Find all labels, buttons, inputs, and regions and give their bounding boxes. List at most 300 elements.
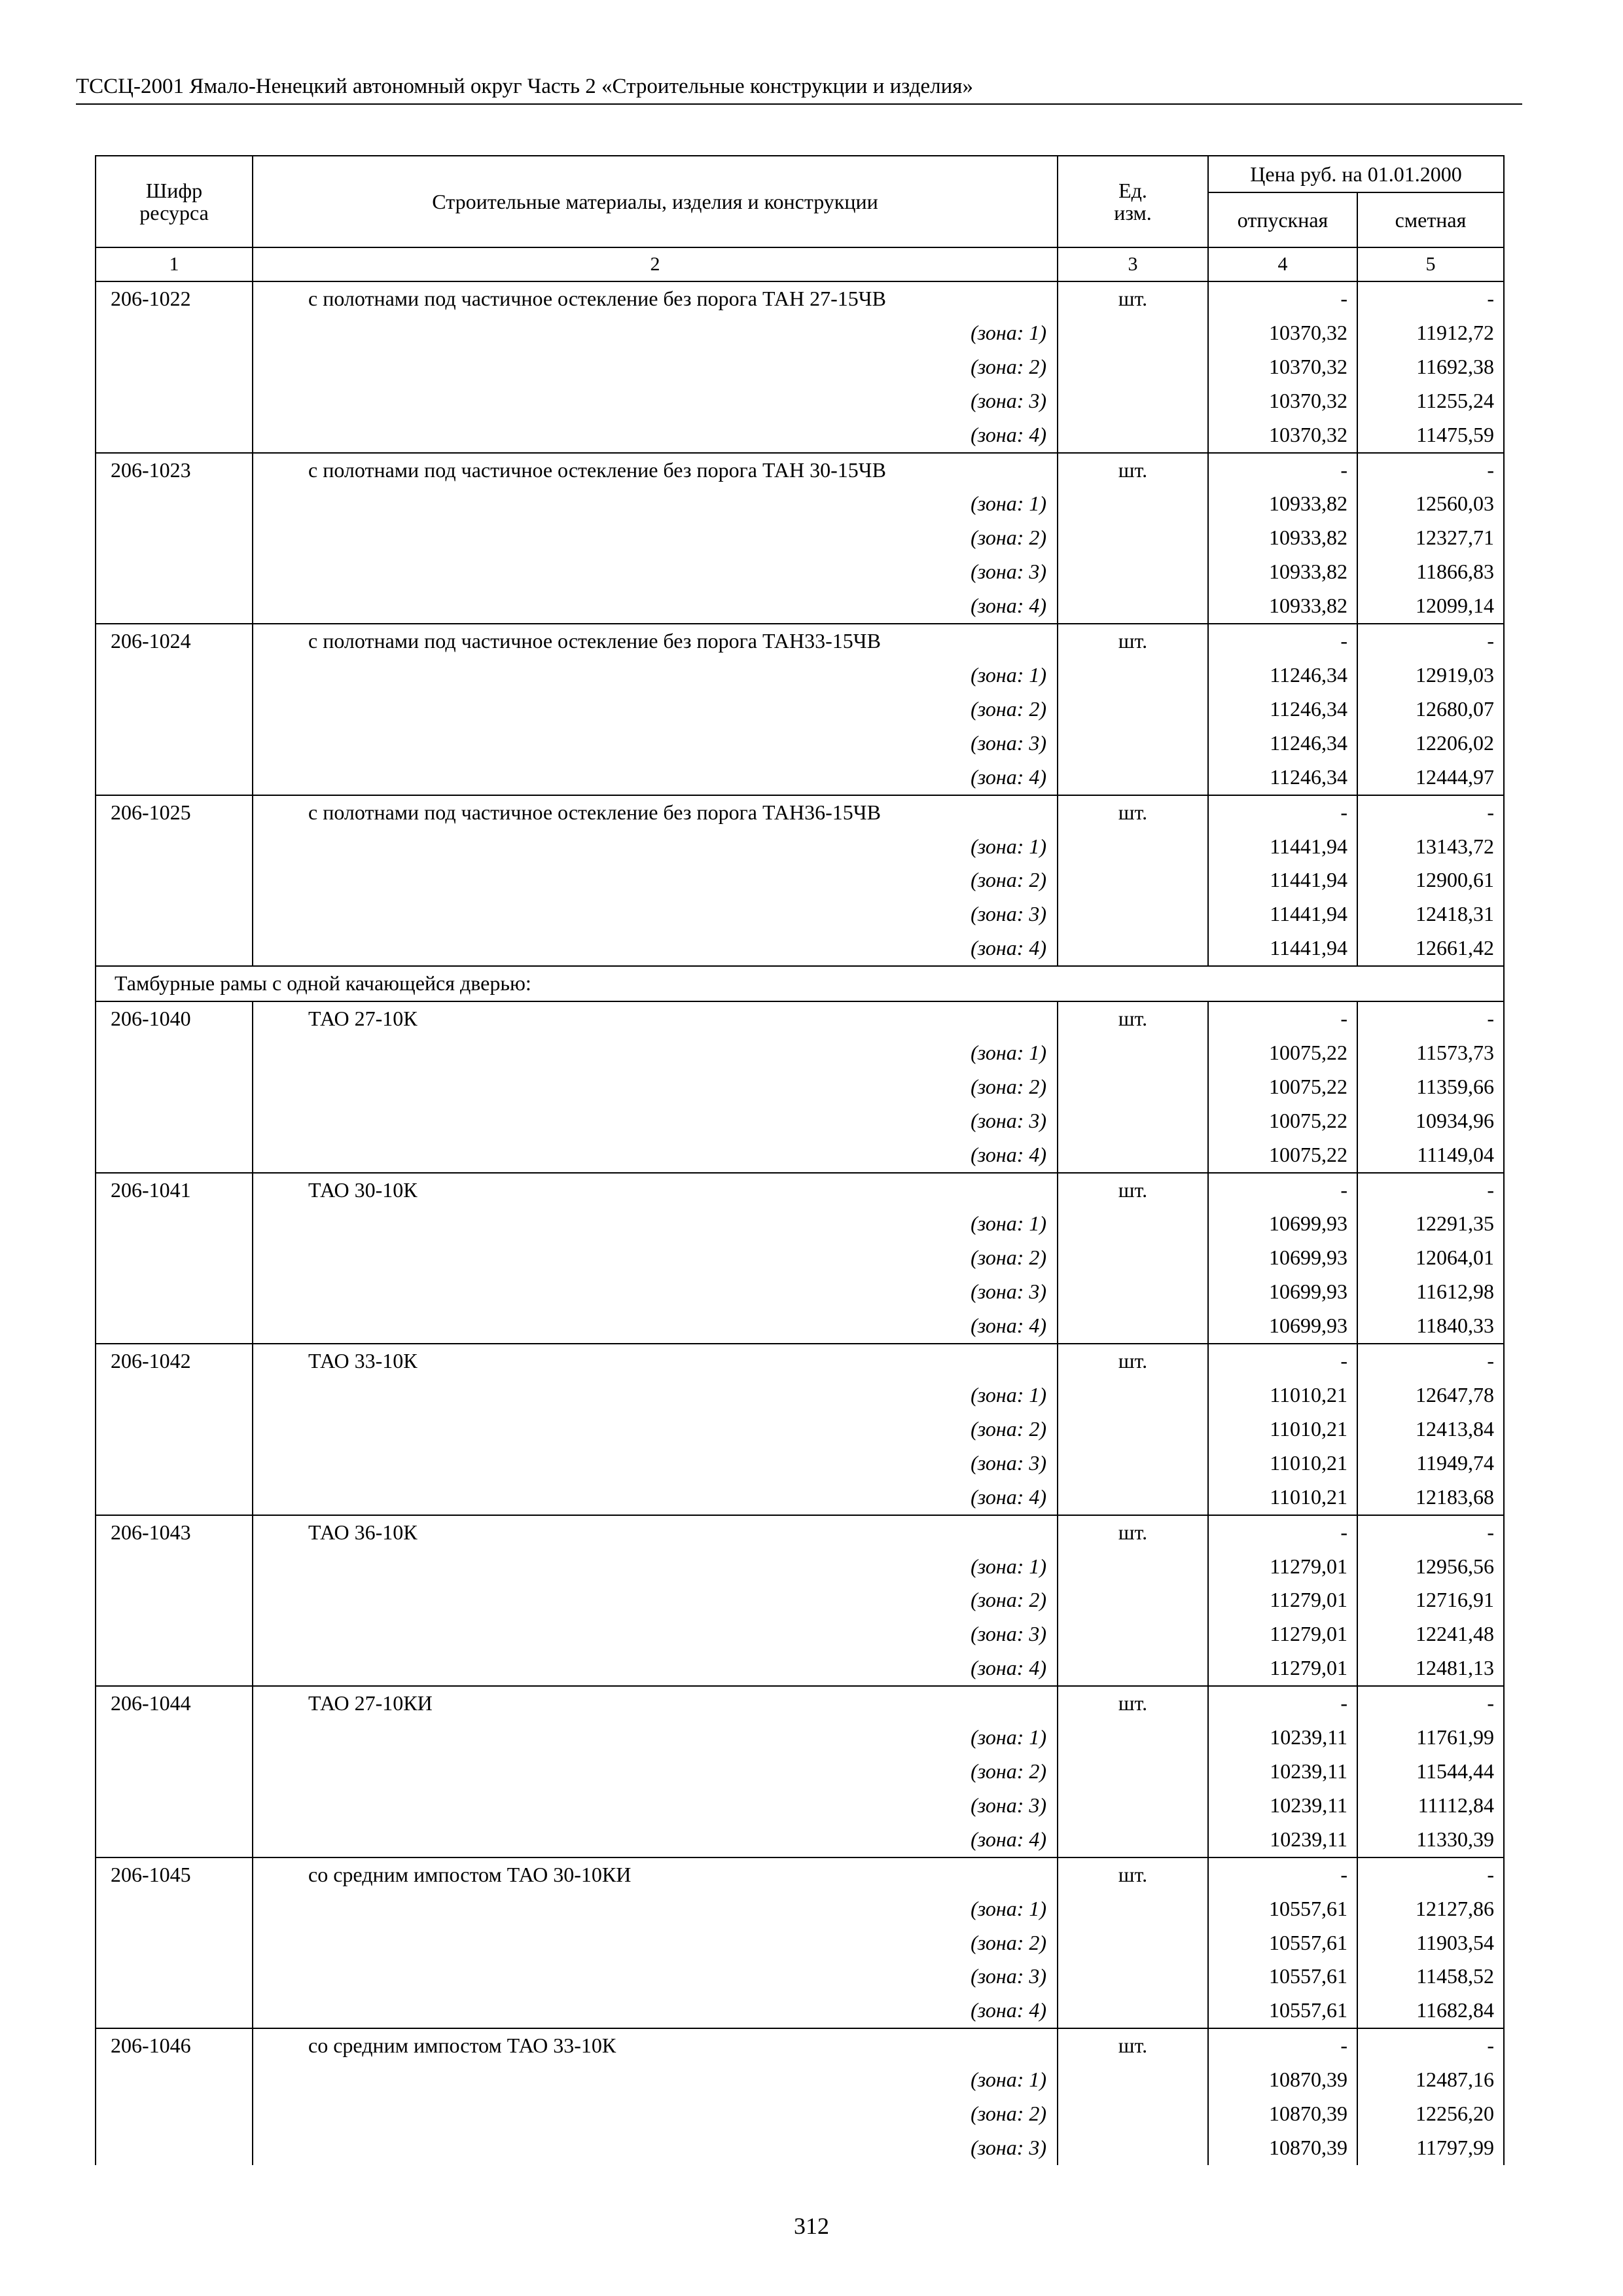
empty-unit-cell [1058, 1070, 1208, 1104]
zone-row [96, 1994, 1504, 2028]
zone-row [96, 1104, 1504, 1138]
empty-unit-cell [1058, 1241, 1208, 1275]
empty-code-cell [96, 555, 253, 589]
empty-unit-cell [1058, 1207, 1208, 1241]
zone-estimate-price: 12919,03 [1357, 658, 1504, 692]
estimate-price: - [1357, 624, 1504, 658]
unit: шт. [1058, 453, 1208, 488]
zone-label: (зона: 2) [253, 1583, 1058, 1617]
zone-row [96, 692, 1504, 726]
empty-unit-cell [1058, 555, 1208, 589]
empty-unit-cell [1058, 658, 1208, 692]
zone-row [96, 1480, 1504, 1515]
zone-label: (зона: 3) [253, 1789, 1058, 1823]
empty-unit-cell [1058, 487, 1208, 521]
empty-unit-cell [1058, 2063, 1208, 2097]
zone-estimate-price: 11255,24 [1357, 384, 1504, 418]
zone-row [96, 1036, 1504, 1070]
release-price: - [1208, 1515, 1357, 1550]
estimate-price: - [1357, 1001, 1504, 1036]
zone-label: (зона: 3) [253, 1446, 1058, 1480]
empty-code-cell [96, 1241, 253, 1275]
zone-row [96, 589, 1504, 624]
empty-code-cell [96, 1309, 253, 1344]
zone-release-price: 10699,93 [1208, 1207, 1357, 1241]
empty-code-cell [96, 1070, 253, 1104]
empty-code-cell [96, 1138, 253, 1173]
unit: шт. [1058, 1344, 1208, 1378]
material-name: ТАО 27-10КИ [253, 1686, 1058, 1721]
zone-estimate-price: 11475,59 [1357, 418, 1504, 453]
empty-code-cell [96, 1583, 253, 1617]
zone-row [96, 487, 1504, 521]
zone-release-price: 10370,32 [1208, 316, 1357, 350]
zone-label: (зона: 1) [253, 2063, 1058, 2097]
zone-release-price: 11246,34 [1208, 658, 1357, 692]
zone-row [96, 830, 1504, 864]
zone-release-price: 10699,93 [1208, 1241, 1357, 1275]
empty-code-cell [96, 2097, 253, 2131]
material-name: с полотнами под частичное остекление без порога ТАН36-15ЧВ [253, 795, 1058, 830]
zone-release-price: 10075,22 [1208, 1070, 1357, 1104]
zone-label: (зона: 1) [253, 658, 1058, 692]
resource-code: 206-1043 [96, 1515, 253, 1550]
page-number: 312 [794, 2213, 829, 2239]
empty-code-cell [96, 589, 253, 624]
table-row [96, 1686, 1504, 1721]
zone-label: (зона: 4) [253, 1309, 1058, 1344]
empty-code-cell [96, 830, 253, 864]
zone-label: (зона: 3) [253, 726, 1058, 761]
table-row [96, 1857, 1504, 1892]
zone-row [96, 1926, 1504, 1960]
zone-estimate-price: 10934,96 [1357, 1104, 1504, 1138]
zone-release-price: 11246,34 [1208, 761, 1357, 795]
empty-unit-cell [1058, 1412, 1208, 1446]
zone-estimate-price: 12291,35 [1357, 1207, 1504, 1241]
zone-estimate-price: 12256,20 [1357, 2097, 1504, 2131]
empty-unit-cell [1058, 1789, 1208, 1823]
unit: шт. [1058, 2028, 1208, 2063]
zone-release-price: 10239,11 [1208, 1721, 1357, 1755]
empty-code-cell [96, 1104, 253, 1138]
zone-release-price: 10933,82 [1208, 487, 1357, 521]
empty-unit-cell [1058, 521, 1208, 555]
zone-estimate-price: 11112,84 [1357, 1789, 1504, 1823]
zone-release-price: 10933,82 [1208, 555, 1357, 589]
zone-row [96, 1070, 1504, 1104]
col-header-unit: Ед. изм. [1058, 156, 1208, 247]
zone-row [96, 863, 1504, 897]
release-price: - [1208, 1173, 1357, 1208]
zone-estimate-price: 12560,03 [1357, 487, 1504, 521]
empty-unit-cell [1058, 863, 1208, 897]
zone-row [96, 2063, 1504, 2097]
empty-code-cell [96, 1412, 253, 1446]
empty-code-cell [96, 2063, 253, 2097]
zone-row [96, 1892, 1504, 1926]
zone-estimate-price: 12900,61 [1357, 863, 1504, 897]
zone-label: (зона: 2) [253, 2097, 1058, 2131]
zone-release-price: 11246,34 [1208, 726, 1357, 761]
zone-label: (зона: 1) [253, 487, 1058, 521]
empty-unit-cell [1058, 761, 1208, 795]
zone-row [96, 350, 1504, 384]
empty-code-cell [96, 1550, 253, 1584]
zone-label: (зона: 4) [253, 1823, 1058, 1857]
zone-estimate-price: 11912,72 [1357, 316, 1504, 350]
empty-code-cell [96, 1651, 253, 1686]
empty-code-cell [96, 761, 253, 795]
material-name: ТАО 27-10К [253, 1001, 1058, 1036]
zone-row [96, 1960, 1504, 1994]
zone-label: (зона: 2) [253, 863, 1058, 897]
resource-code: 206-1044 [96, 1686, 253, 1721]
empty-code-cell [96, 2131, 253, 2165]
zone-release-price: 10557,61 [1208, 1926, 1357, 1960]
zone-release-price: 10370,32 [1208, 350, 1357, 384]
empty-unit-cell [1058, 1823, 1208, 1857]
empty-unit-cell [1058, 1104, 1208, 1138]
zone-estimate-price: 11149,04 [1357, 1138, 1504, 1173]
unit: шт. [1058, 1857, 1208, 1892]
empty-code-cell [96, 418, 253, 453]
zone-release-price: 10870,39 [1208, 2063, 1357, 2097]
zone-estimate-price: 12418,31 [1357, 897, 1504, 931]
zone-release-price: 10075,22 [1208, 1138, 1357, 1173]
table-row [96, 2028, 1504, 2063]
empty-unit-cell [1058, 384, 1208, 418]
zone-estimate-price: 11330,39 [1357, 1823, 1504, 1857]
col-header-name: Строительные материалы, изделия и конструкции [253, 156, 1058, 247]
table-row [96, 281, 1504, 316]
release-price: - [1208, 453, 1357, 488]
estimate-price: - [1357, 1515, 1504, 1550]
resource-code: 206-1046 [96, 2028, 253, 2063]
zone-label: (зона: 4) [253, 418, 1058, 453]
estimate-price: - [1357, 1686, 1504, 1721]
zone-row [96, 2097, 1504, 2131]
table-row [96, 1173, 1504, 1208]
zone-label: (зона: 4) [253, 931, 1058, 966]
release-price: - [1208, 2028, 1357, 2063]
empty-code-cell [96, 726, 253, 761]
zone-release-price: 10699,93 [1208, 1275, 1357, 1309]
resource-code: 206-1041 [96, 1173, 253, 1208]
unit: шт. [1058, 1686, 1208, 1721]
table-row [96, 795, 1504, 830]
estimate-price: - [1357, 453, 1504, 488]
zone-release-price: 11010,21 [1208, 1446, 1357, 1480]
section-title: Тамбурные рамы с одной качающейся дверью: [96, 966, 1504, 1001]
empty-unit-cell [1058, 1994, 1208, 2028]
zone-row [96, 1241, 1504, 1275]
empty-unit-cell [1058, 316, 1208, 350]
zone-label: (зона: 3) [253, 897, 1058, 931]
zone-row [96, 1550, 1504, 1584]
zone-estimate-price: 11840,33 [1357, 1309, 1504, 1344]
empty-code-cell [96, 1823, 253, 1857]
table-body [96, 281, 1504, 2165]
zone-label: (зона: 3) [253, 1275, 1058, 1309]
empty-unit-cell [1058, 1755, 1208, 1789]
estimate-price: - [1357, 2028, 1504, 2063]
zone-release-price: 11010,21 [1208, 1480, 1357, 1515]
empty-unit-cell [1058, 1721, 1208, 1755]
zone-label: (зона: 1) [253, 1892, 1058, 1926]
table-row [96, 1344, 1504, 1378]
zone-estimate-price: 11761,99 [1357, 1721, 1504, 1755]
zone-label: (зона: 1) [253, 1207, 1058, 1241]
zone-release-price: 11441,94 [1208, 931, 1357, 966]
empty-unit-cell [1058, 1892, 1208, 1926]
zone-row [96, 726, 1504, 761]
empty-code-cell [96, 692, 253, 726]
empty-unit-cell [1058, 1550, 1208, 1584]
zone-row [96, 1412, 1504, 1446]
zone-label: (зона: 4) [253, 589, 1058, 624]
zone-estimate-price: 11573,73 [1357, 1036, 1504, 1070]
zone-estimate-price: 12206,02 [1357, 726, 1504, 761]
zone-label: (зона: 3) [253, 1960, 1058, 1994]
empty-code-cell [96, 487, 253, 521]
zone-estimate-price: 12647,78 [1357, 1378, 1504, 1412]
release-price: - [1208, 1857, 1357, 1892]
zone-row [96, 1446, 1504, 1480]
empty-unit-cell [1058, 2131, 1208, 2165]
zone-release-price: 11010,21 [1208, 1378, 1357, 1412]
zone-row [96, 1617, 1504, 1651]
zone-row [96, 658, 1504, 692]
material-name: с полотнами под частичное остекление без порога ТАН 30-15ЧВ [253, 453, 1058, 488]
zone-release-price: 11279,01 [1208, 1651, 1357, 1686]
zone-row [96, 1823, 1504, 1857]
unit: шт. [1058, 281, 1208, 316]
empty-code-cell [96, 521, 253, 555]
empty-code-cell [96, 1480, 253, 1515]
zone-estimate-price: 11359,66 [1357, 1070, 1504, 1104]
col-number: 5 [1357, 247, 1504, 281]
zone-row [96, 521, 1504, 555]
zone-estimate-price: 12241,48 [1357, 1617, 1504, 1651]
resource-code: 206-1024 [96, 624, 253, 658]
zone-release-price: 10075,22 [1208, 1104, 1357, 1138]
zone-estimate-price: 11458,52 [1357, 1960, 1504, 1994]
zone-estimate-price: 13143,72 [1357, 830, 1504, 864]
zone-release-price: 10557,61 [1208, 1960, 1357, 1994]
zone-estimate-price: 11797,99 [1357, 2131, 1504, 2165]
empty-unit-cell [1058, 589, 1208, 624]
empty-unit-cell [1058, 1275, 1208, 1309]
col-header-price: Цена руб. на 01.01.2000 [1208, 156, 1504, 192]
zone-release-price: 10933,82 [1208, 589, 1357, 624]
zone-estimate-price: 11612,98 [1357, 1275, 1504, 1309]
release-price: - [1208, 1344, 1357, 1378]
unit: шт. [1058, 1001, 1208, 1036]
zone-estimate-price: 12099,14 [1357, 589, 1504, 624]
empty-unit-cell [1058, 1651, 1208, 1686]
zone-estimate-price: 11692,38 [1357, 350, 1504, 384]
zone-row [96, 555, 1504, 589]
zone-label: (зона: 3) [253, 1104, 1058, 1138]
empty-unit-cell [1058, 1378, 1208, 1412]
estimate-price: - [1357, 1857, 1504, 1892]
zone-estimate-price: 11544,44 [1357, 1755, 1504, 1789]
zone-release-price: 10870,39 [1208, 2097, 1357, 2131]
zone-row [96, 761, 1504, 795]
empty-code-cell [96, 658, 253, 692]
zone-label: (зона: 4) [253, 1651, 1058, 1686]
empty-code-cell [96, 1755, 253, 1789]
material-name: ТАО 30-10К [253, 1173, 1058, 1208]
zone-release-price: 10239,11 [1208, 1823, 1357, 1857]
zone-estimate-price: 12481,13 [1357, 1651, 1504, 1686]
zone-label: (зона: 3) [253, 1617, 1058, 1651]
zone-row [96, 1138, 1504, 1173]
zone-release-price: 11279,01 [1208, 1550, 1357, 1584]
resource-code: 206-1040 [96, 1001, 253, 1036]
col-header-code: Шифр ресурса [96, 156, 253, 247]
zone-label: (зона: 2) [253, 350, 1058, 384]
zone-label: (зона: 1) [253, 1378, 1058, 1412]
unit: шт. [1058, 624, 1208, 658]
zone-label: (зона: 4) [253, 761, 1058, 795]
zone-row [96, 316, 1504, 350]
zone-estimate-price: 12680,07 [1357, 692, 1504, 726]
zone-label: (зона: 1) [253, 1721, 1058, 1755]
zone-release-price: 10239,11 [1208, 1789, 1357, 1823]
zone-label: (зона: 4) [253, 1480, 1058, 1515]
zone-release-price: 10933,82 [1208, 521, 1357, 555]
estimate-price: - [1357, 281, 1504, 316]
col-header-release: отпускная [1208, 192, 1357, 247]
zone-label: (зона: 1) [253, 316, 1058, 350]
zone-release-price: 10370,32 [1208, 384, 1357, 418]
resource-code: 206-1042 [96, 1344, 253, 1378]
empty-unit-cell [1058, 418, 1208, 453]
zone-estimate-price: 12183,68 [1357, 1480, 1504, 1515]
col-number: 2 [253, 247, 1058, 281]
zone-row [96, 1275, 1504, 1309]
zone-row [96, 1378, 1504, 1412]
zone-row [96, 897, 1504, 931]
empty-unit-cell [1058, 1480, 1208, 1515]
zone-release-price: 10870,39 [1208, 2131, 1357, 2165]
empty-code-cell [96, 931, 253, 966]
table-row [96, 624, 1504, 658]
empty-code-cell [96, 350, 253, 384]
zone-estimate-price: 12327,71 [1357, 521, 1504, 555]
resource-code: 206-1025 [96, 795, 253, 830]
zone-label: (зона: 2) [253, 1755, 1058, 1789]
release-price: - [1208, 624, 1357, 658]
col-number: 4 [1208, 247, 1357, 281]
release-price: - [1208, 795, 1357, 830]
resource-code: 206-1045 [96, 1857, 253, 1892]
empty-code-cell [96, 1892, 253, 1926]
zone-label: (зона: 1) [253, 1550, 1058, 1584]
zone-label: (зона: 2) [253, 521, 1058, 555]
zone-label: (зона: 2) [253, 1926, 1058, 1960]
empty-code-cell [96, 1721, 253, 1755]
zone-row [96, 1789, 1504, 1823]
zone-estimate-price: 12661,42 [1357, 931, 1504, 966]
material-name: ТАО 33-10К [253, 1344, 1058, 1378]
empty-unit-cell [1058, 1138, 1208, 1173]
release-price: - [1208, 281, 1357, 316]
zone-estimate-price: 11949,74 [1357, 1446, 1504, 1480]
empty-unit-cell [1058, 1926, 1208, 1960]
empty-unit-cell [1058, 726, 1208, 761]
zone-estimate-price: 12064,01 [1357, 1241, 1504, 1275]
estimate-price: - [1357, 1173, 1504, 1208]
zone-release-price: 10557,61 [1208, 1892, 1357, 1926]
unit: шт. [1058, 1515, 1208, 1550]
zone-label: (зона: 3) [253, 384, 1058, 418]
col-number: 3 [1058, 247, 1208, 281]
empty-unit-cell [1058, 692, 1208, 726]
zone-label: (зона: 3) [253, 555, 1058, 589]
zone-row [96, 418, 1504, 453]
zone-estimate-price: 12444,97 [1357, 761, 1504, 795]
col-header-estimate: сметная [1357, 192, 1504, 247]
material-name: со средним импостом ТАО 33-10К [253, 2028, 1058, 2063]
empty-code-cell [96, 1926, 253, 1960]
zone-estimate-price: 12127,86 [1357, 1892, 1504, 1926]
zone-estimate-price: 12413,84 [1357, 1412, 1504, 1446]
empty-unit-cell [1058, 1960, 1208, 1994]
price-table [95, 155, 1505, 2165]
material-name: ТАО 36-10К [253, 1515, 1058, 1550]
empty-code-cell [96, 384, 253, 418]
zone-release-price: 11279,01 [1208, 1583, 1357, 1617]
zone-row [96, 1721, 1504, 1755]
zone-row [96, 1651, 1504, 1686]
empty-code-cell [96, 1446, 253, 1480]
table-row [96, 1001, 1504, 1036]
zone-label: (зона: 2) [253, 692, 1058, 726]
zone-estimate-price: 11682,84 [1357, 1994, 1504, 2028]
zone-label: (зона: 2) [253, 1070, 1058, 1104]
col-number: 1 [96, 247, 253, 281]
empty-code-cell [96, 1617, 253, 1651]
empty-code-cell [96, 897, 253, 931]
zone-row [96, 2131, 1504, 2165]
zone-release-price: 10557,61 [1208, 1994, 1357, 2028]
resource-code: 206-1023 [96, 453, 253, 488]
empty-code-cell [96, 1036, 253, 1070]
zone-row [96, 1309, 1504, 1344]
estimate-price: - [1357, 795, 1504, 830]
section-row [96, 966, 1504, 1001]
empty-unit-cell [1058, 1446, 1208, 1480]
zone-row [96, 1755, 1504, 1789]
empty-unit-cell [1058, 1583, 1208, 1617]
zone-row [96, 931, 1504, 966]
zone-release-price: 10239,11 [1208, 1755, 1357, 1789]
zone-release-price: 11441,94 [1208, 897, 1357, 931]
release-price: - [1208, 1001, 1357, 1036]
zone-estimate-price: 11866,83 [1357, 555, 1504, 589]
resource-code: 206-1022 [96, 281, 253, 316]
zone-release-price: 10699,93 [1208, 1309, 1357, 1344]
empty-unit-cell [1058, 830, 1208, 864]
table-row [96, 453, 1504, 488]
zone-release-price: 10075,22 [1208, 1036, 1357, 1070]
unit: шт. [1058, 795, 1208, 830]
empty-code-cell [96, 1994, 253, 2028]
zone-release-price: 11010,21 [1208, 1412, 1357, 1446]
